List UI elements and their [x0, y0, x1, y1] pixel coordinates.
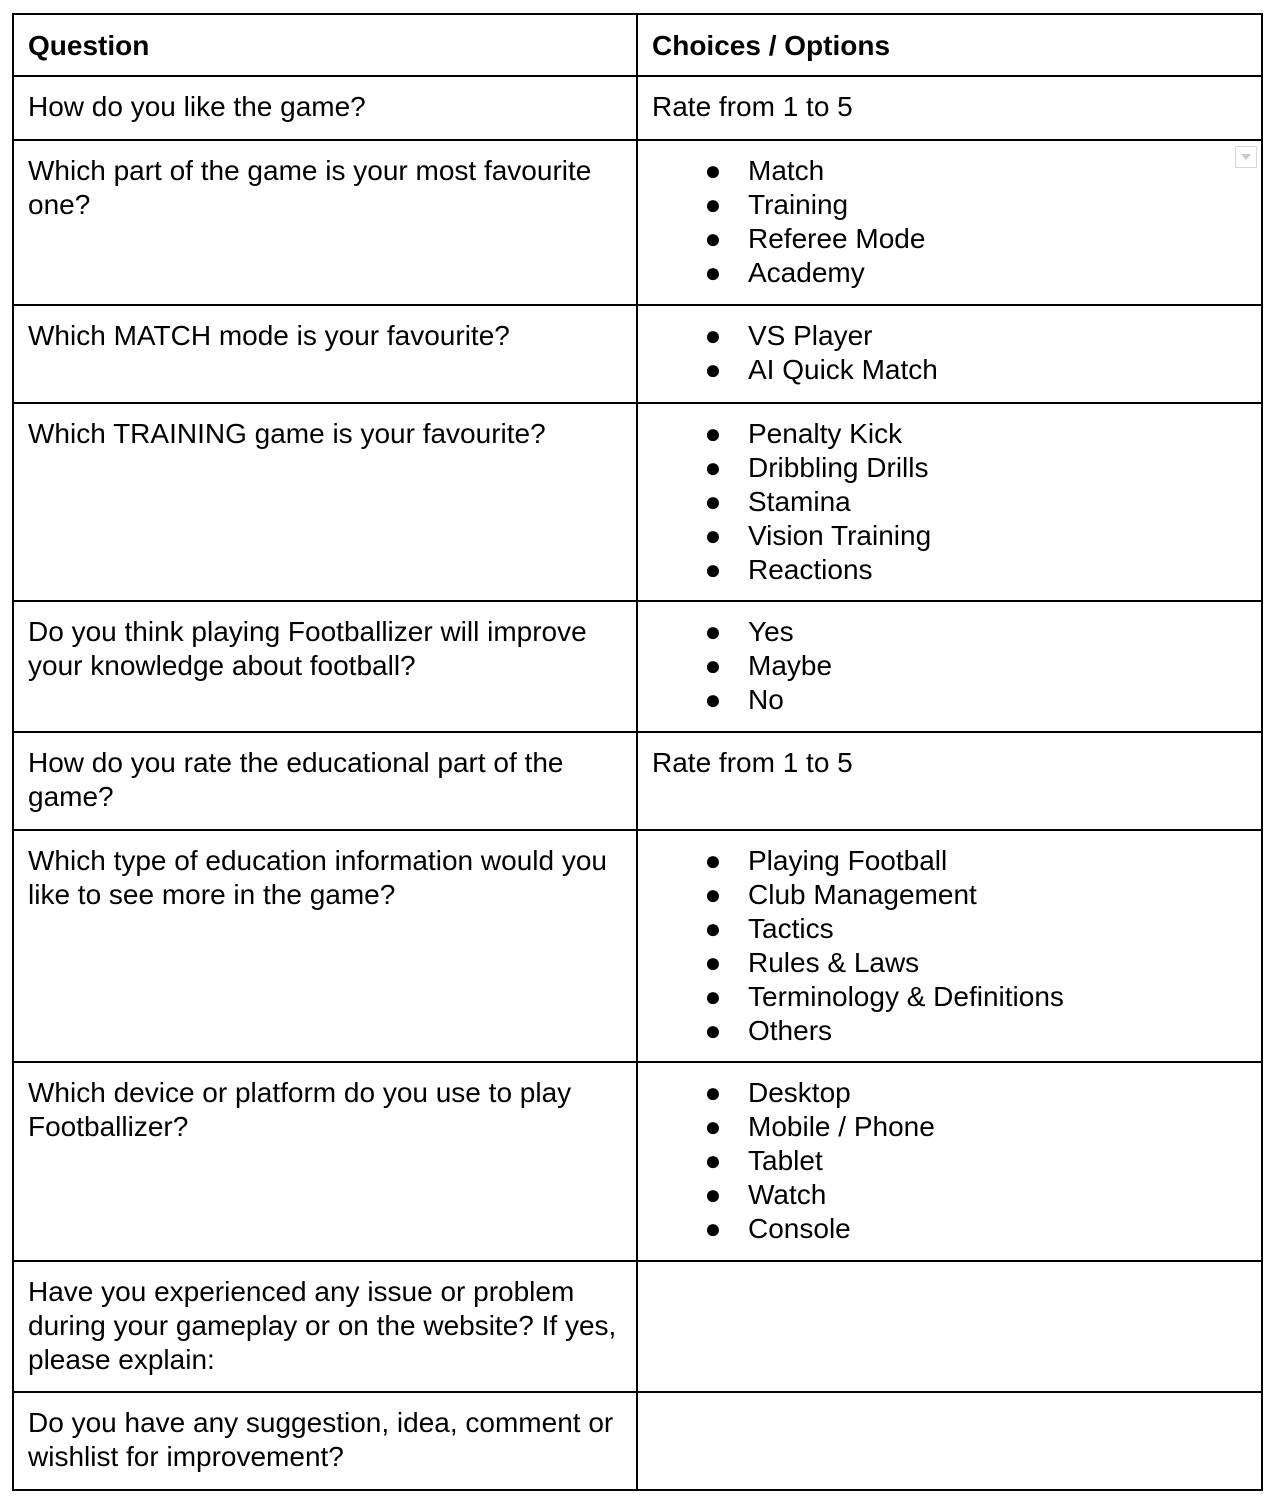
bullet-icon: ● — [704, 981, 722, 1012]
list-item — [652, 844, 1247, 878]
list-item — [652, 683, 1247, 717]
option-label: Training — [748, 189, 849, 220]
list-item — [652, 188, 1247, 222]
options-list — [652, 615, 1247, 717]
bullet-icon: ● — [704, 1213, 722, 1244]
choices-cell — [637, 1062, 1262, 1261]
bullet-icon: ● — [704, 155, 722, 186]
list-item — [652, 912, 1247, 946]
option-label: Others — [748, 1015, 833, 1046]
table-row — [13, 601, 1262, 732]
bullet-icon: ● — [704, 1077, 722, 1108]
list-item — [652, 1144, 1247, 1178]
header-choices: Choices / Options — [637, 14, 1262, 76]
table-row — [13, 732, 1262, 830]
list-item — [652, 485, 1247, 519]
list-item — [652, 878, 1247, 912]
option-label: Vision Training — [748, 520, 932, 551]
list-item — [652, 519, 1247, 553]
bullet-icon: ● — [704, 1015, 722, 1046]
choices-cell — [637, 140, 1262, 305]
list-item — [652, 1014, 1247, 1048]
bullet-icon: ● — [704, 1179, 722, 1210]
list-item — [652, 154, 1247, 188]
bullet-icon: ● — [704, 947, 722, 978]
bullet-icon: ● — [704, 554, 722, 585]
option-label: Tactics — [748, 913, 834, 944]
option-label: Yes — [748, 616, 794, 647]
option-label: Dribbling Drills — [748, 452, 929, 483]
table-row — [13, 76, 1262, 140]
table-row — [13, 1261, 1262, 1392]
question-cell: Which MATCH mode is your favourite? — [13, 305, 637, 403]
question-cell: Do you think playing Footballizer will improve your knowledge about football? — [13, 601, 637, 732]
list-item — [652, 1178, 1247, 1212]
header-row — [13, 14, 1262, 76]
choices-cell: Rate from 1 to 5 — [637, 732, 1262, 830]
choices-cell — [637, 403, 1262, 601]
question-cell: Which type of education information would you like to see more in the game? — [13, 830, 637, 1062]
list-item — [652, 222, 1247, 256]
bullet-icon: ● — [704, 879, 722, 910]
bullet-icon: ● — [704, 1145, 722, 1176]
option-label: No — [748, 684, 784, 715]
bullet-icon: ● — [704, 452, 722, 483]
list-item — [652, 353, 1247, 387]
list-item — [652, 1076, 1247, 1110]
list-item — [652, 319, 1247, 353]
option-label: Match — [748, 155, 825, 186]
table-row — [13, 1392, 1262, 1490]
table-row — [13, 140, 1262, 305]
bullet-icon: ● — [704, 486, 722, 517]
choices-cell — [637, 305, 1262, 403]
bullet-icon: ● — [704, 354, 722, 385]
choices-cell — [637, 830, 1262, 1062]
option-label: Academy — [748, 257, 865, 288]
bullet-icon: ● — [704, 913, 722, 944]
question-cell: Which device or platform do you use to play Footballizer? — [13, 1062, 637, 1261]
option-label: Club Management — [748, 879, 977, 910]
bullet-icon: ● — [704, 684, 722, 715]
option-label: Console — [748, 1213, 851, 1244]
list-item — [652, 615, 1247, 649]
list-item — [652, 1110, 1247, 1144]
table-row — [13, 305, 1262, 403]
option-label: AI Quick Match — [748, 354, 938, 385]
option-label: Tablet — [748, 1145, 823, 1176]
list-item — [652, 553, 1247, 587]
list-item — [652, 980, 1247, 1014]
bullet-icon: ● — [704, 257, 722, 288]
question-cell: How do you rate the educational part of the game? — [13, 732, 637, 830]
question-cell: How do you like the game? — [13, 76, 637, 140]
bullet-icon: ● — [704, 418, 722, 449]
option-label: Referee Mode — [748, 223, 926, 254]
question-cell: Do you have any suggestion, idea, comment or wishlist for improvement? — [13, 1392, 637, 1490]
bullet-icon: ● — [704, 1111, 722, 1142]
list-item — [652, 946, 1247, 980]
option-label: Mobile / Phone — [748, 1111, 935, 1142]
list-item — [652, 1212, 1247, 1246]
option-label: Terminology & Definitions — [748, 981, 1064, 1012]
list-item — [652, 256, 1247, 290]
option-label: Rules & Laws — [748, 947, 920, 978]
options-list — [652, 417, 1247, 587]
option-label: Stamina — [748, 486, 851, 517]
option-label: VS Player — [748, 320, 873, 351]
choices-cell — [637, 601, 1262, 732]
bullet-icon: ● — [704, 650, 722, 681]
choices-cell: Rate from 1 to 5 — [637, 76, 1262, 140]
option-label: Watch — [748, 1179, 827, 1210]
question-cell: Have you experienced any issue or problem during your gameplay or on the website? If yes, please explain: — [13, 1261, 637, 1392]
option-label: Maybe — [748, 650, 833, 681]
choices-cell — [637, 1261, 1262, 1392]
options-list — [652, 154, 1247, 290]
bullet-icon: ● — [704, 616, 722, 647]
bullet-icon: ● — [704, 189, 722, 220]
options-list — [652, 319, 1247, 387]
bullet-icon: ● — [704, 320, 722, 351]
survey-table — [12, 13, 1263, 1491]
table-row — [13, 1062, 1262, 1261]
option-label: Playing Football — [748, 845, 948, 876]
list-item — [652, 451, 1247, 485]
option-label: Reactions — [748, 554, 873, 585]
table-row — [13, 830, 1262, 1062]
list-item — [652, 417, 1247, 451]
options-list — [652, 844, 1247, 1048]
bullet-icon: ● — [704, 520, 722, 551]
question-cell: Which part of the game is your most favourite one? — [13, 140, 637, 305]
bullet-icon: ● — [704, 223, 722, 254]
choices-cell — [637, 1392, 1262, 1490]
bullet-icon: ● — [704, 845, 722, 876]
question-cell: Which TRAINING game is your favourite? — [13, 403, 637, 601]
list-item — [652, 649, 1247, 683]
option-label: Desktop — [748, 1077, 851, 1108]
table-row — [13, 403, 1262, 601]
header-question: Question — [13, 14, 637, 76]
options-list — [652, 1076, 1247, 1246]
option-label: Penalty Kick — [748, 418, 903, 449]
